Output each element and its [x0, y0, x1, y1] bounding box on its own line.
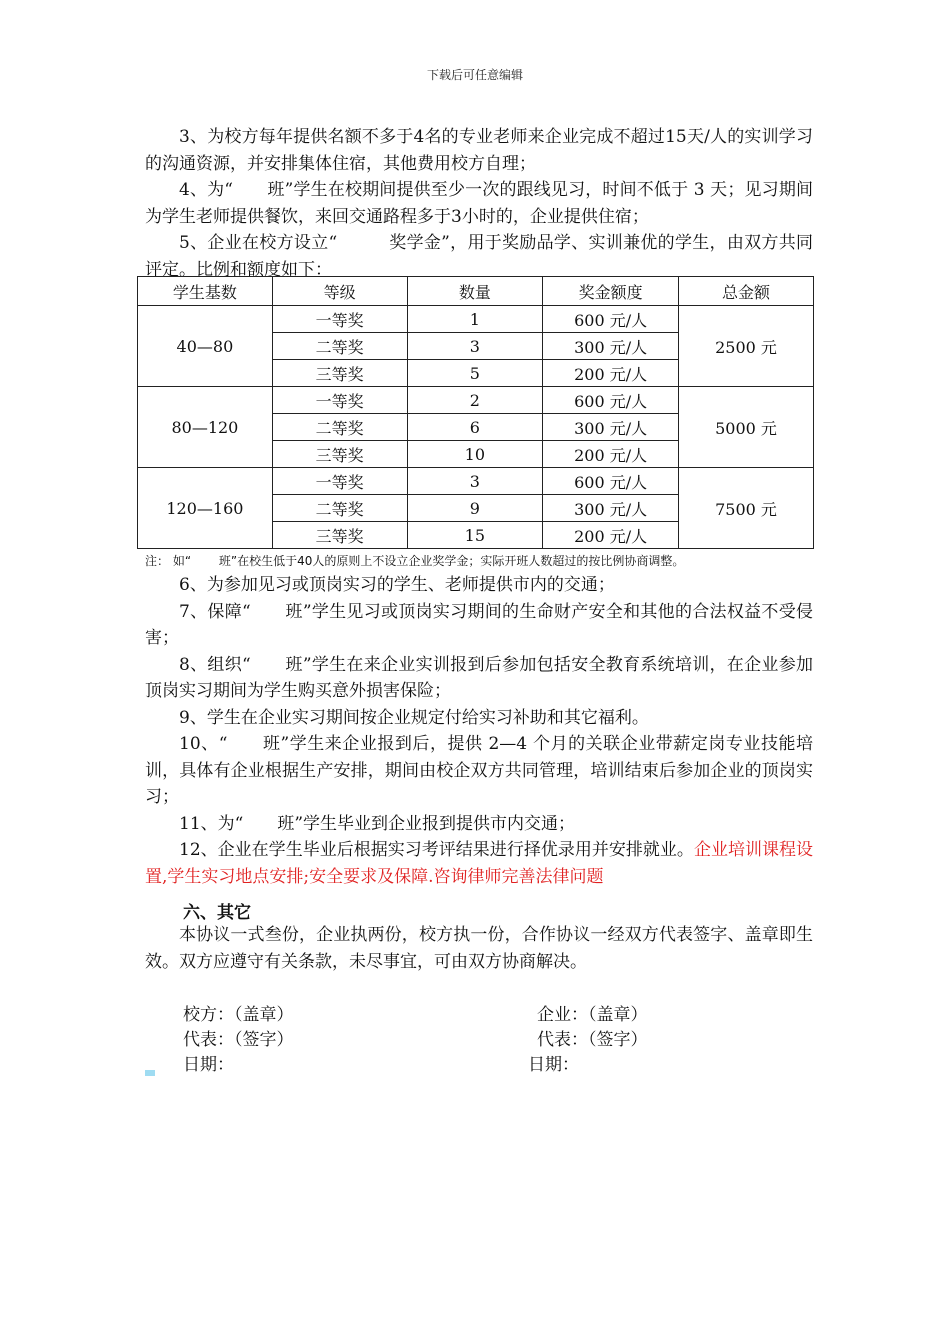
group-total: 5000 元 [679, 387, 814, 468]
count-cell: 9 [407, 495, 543, 522]
clause-8: 8、组织“ 班”学生在来企业实训报到后参加包括安全教育系统培训，在企业参加顶岗实习期间为学生购买意外损害保险； [145, 654, 813, 701]
table-note: 注： 如“ 班”在校生低于40人的原则上不设立企业奖学金；实际开班人数超过的按比例协商调整。 [145, 554, 685, 568]
level-cell: 三等奖 [272, 522, 407, 549]
header-level: 等级 [272, 277, 407, 306]
group-base: 40—80 [138, 306, 273, 387]
count-cell: 3 [407, 333, 543, 360]
level-cell: 二等奖 [272, 495, 407, 522]
section-title: 六、其它 [183, 903, 251, 923]
amount-cell: 200 元/人 [543, 522, 679, 549]
clauses-mid [145, 572, 813, 890]
clause-3: 3、为校方每年提供名额不多于4名的专业老师来企业完成不超过15天/人的实训学习的沟通资源，并安排集体住宿，其他费用校方自理； [145, 127, 813, 174]
school-party-label: 校方：（盖章） [183, 1005, 294, 1025]
count-cell: 1 [407, 306, 543, 333]
clause-4: 4、为“ 班”学生在校期间提供至少一次的跟线见习，时间不低于 3 天；见习期间为学生老师提供餐饮，来回交通路程多于3小时的，企业提供住宿； [145, 180, 813, 227]
company-rep-label: 代表：（签字） [537, 1030, 648, 1050]
clauses-top [145, 124, 813, 283]
scholarship-table [137, 276, 814, 549]
count-cell: 6 [407, 414, 543, 441]
text-cursor-marker [145, 1070, 155, 1076]
company-party-label: 企业：（盖章） [537, 1005, 648, 1025]
clause-6: 6、为参加见习或顶岗实习的学生、老师提供市内的交通； [179, 575, 615, 595]
amount-cell: 300 元/人 [543, 414, 679, 441]
clause-5: 5、企业在校方设立“ 奖学金”，用于奖励品学、实训兼优的学生，由双方共同评定。比例和额度如下： [145, 233, 813, 280]
table-row [138, 306, 814, 333]
amount-cell: 600 元/人 [543, 306, 679, 333]
level-cell: 二等奖 [272, 414, 407, 441]
clause-12-text: 12、企业在学生毕业后根据实习考评结果进行择优录用并安排就业。 [179, 840, 694, 860]
clause-10: 10、“ 班”学生来企业报到后，提供 2—4 个月的关联企业带薪定岗专业技能培训，具体有企业根据生产安排，期间由校企双方共同管理，培训结束后参加企业的顶岗实习； [145, 734, 813, 807]
amount-cell: 200 元/人 [543, 360, 679, 387]
clause-7: 7、保障“ 班”学生见习或顶岗实习期间的生命财产安全和其他的合法权益不受侵害； [145, 601, 813, 648]
level-cell: 二等奖 [272, 333, 407, 360]
table-row [138, 387, 814, 414]
level-cell: 三等奖 [272, 360, 407, 387]
header-base: 学生基数 [138, 277, 273, 306]
clause-9: 9、学生在企业实习期间按企业规定付给实习补助和其它福利。 [179, 707, 649, 728]
table-header-row [138, 277, 814, 306]
count-cell: 5 [407, 360, 543, 387]
amount-cell: 600 元/人 [543, 387, 679, 414]
count-cell: 3 [407, 468, 543, 495]
clause-12-red-note: 企业培训课程设置,学生实习地点安排;安全要求及保障.咨询律师完善法律问题 [145, 840, 813, 887]
count-cell: 10 [407, 441, 543, 468]
group-base: 120—160 [138, 468, 273, 549]
header-count: 数量 [407, 277, 543, 306]
header-amount: 奖金额度 [543, 277, 679, 306]
amount-cell: 300 元/人 [543, 333, 679, 360]
clause-12 [145, 837, 813, 890]
school-date-label: 日期： [183, 1055, 234, 1075]
closing-paragraph: 本协议一式叁份，企业执两份，校方执一份，合作协议一经双方代表签字、盖章即生效。双方应遵守有关条款，未尽事宜，可由双方协商解决。 [145, 925, 813, 972]
level-cell: 一等奖 [272, 468, 407, 495]
header-total: 总金额 [679, 277, 814, 306]
closing [145, 922, 813, 976]
count-cell: 2 [407, 387, 543, 414]
group-base: 80—120 [138, 387, 273, 468]
group-total: 7500 元 [679, 468, 814, 549]
table-row [138, 468, 814, 495]
count-cell: 15 [407, 522, 543, 549]
amount-cell: 600 元/人 [543, 468, 679, 495]
clause-11: 11、为“ 班”学生毕业到企业报到提供市内交通； [179, 813, 576, 834]
school-rep-label: 代表：（签字） [183, 1030, 294, 1050]
amount-cell: 300 元/人 [543, 495, 679, 522]
level-cell: 一等奖 [272, 387, 407, 414]
company-date-label: 日期： [528, 1055, 579, 1075]
level-cell: 一等奖 [272, 306, 407, 333]
amount-cell: 200 元/人 [543, 441, 679, 468]
level-cell: 三等奖 [272, 441, 407, 468]
group-total: 2500 元 [679, 306, 814, 387]
page-header: 下载后可任意编辑 [426, 68, 523, 82]
